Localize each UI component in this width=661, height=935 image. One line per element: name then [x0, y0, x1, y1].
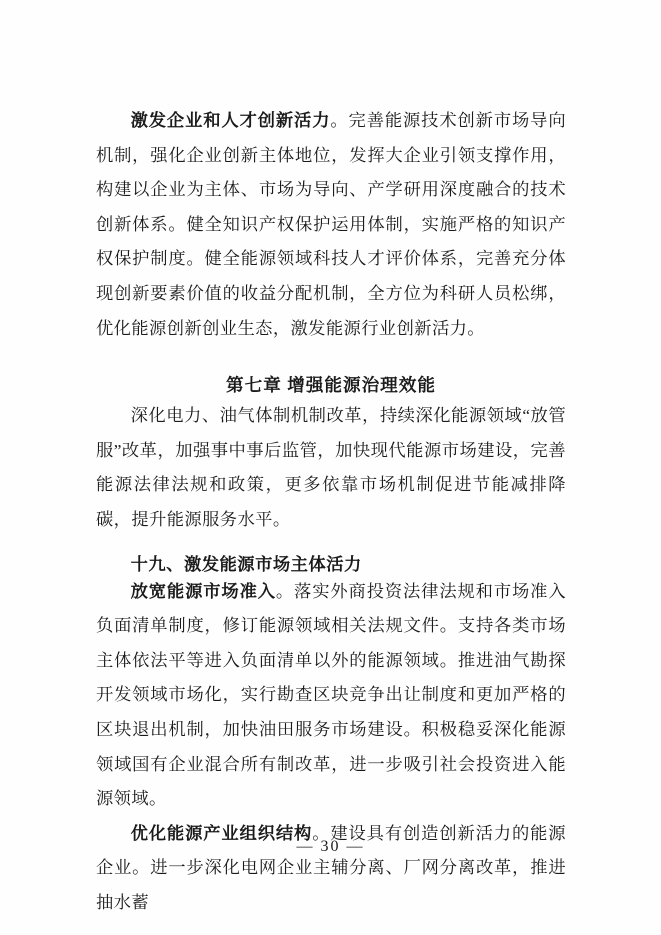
chapter-title: 第七章 增强能源治理效能: [226, 375, 436, 396]
paragraph-market-access: [96, 575, 566, 817]
paragraph-chapter-intro: [96, 399, 566, 537]
paragraph-body-text: 。建设具有创造创新活力的能源企业。进一步深化电网企业主辅分离、厂网分离改革，推进抽水蓄: [96, 823, 566, 912]
paragraph-lead-label: 优化能源产业组织结构: [130, 823, 313, 843]
paragraph-lead-label: 放宽能源市场准入: [130, 581, 276, 601]
paragraph-body-text: 。落实外商投资法律法规和市场准入负面清单制度，修订能源领域相关法规文件。支持各类市场主体依法平等进入负面清单以外的能源领域。推进油气勘探开发领域市场化，实行勘查区块竞争出让制度和更加严格的区块退出机制，加快油田服务市场建设。积极稳妥深化能源领域国有企业混合所有制改革，进一步吸引社会投资进入能源领域。: [96, 581, 566, 809]
paragraph-body-text: 深化电力、油气体制机制改革，持续深化能源领域“放管服”改革，加强事中事后监管，加快现代能源市场建设，完善能源法律法规和政策，更多依靠市场机制促进节能减排降碳，提升能源服务水平。: [96, 406, 566, 529]
paragraph-industry-structure: [96, 817, 566, 921]
section-title-nineteen: 十九、激发能源市场主体活力: [130, 554, 362, 574]
paragraph-innovation-vitality: [96, 104, 566, 346]
paragraph-body-text: 。完善能源技术创新市场导向机制，强化企业创新主体地位，发挥大企业引领支撑作用，构建以企业为主体、市场为导向、产学研用深度融合的技术创新体系。健全知识产权保护运用体制，实施严格的知识产权保护制度。健全能源领域科技人才评价体系，完善充分体现创新要素价值的收益分配机制，全方位为科研人员松绑，优化能源创新创业生态，激发能源行业创新活力。: [96, 111, 566, 338]
page-content: [96, 104, 566, 920]
paragraph-lead-label: 激发企业和人才创新活力: [130, 111, 331, 130]
page-number: — 30 —: [296, 838, 365, 855]
